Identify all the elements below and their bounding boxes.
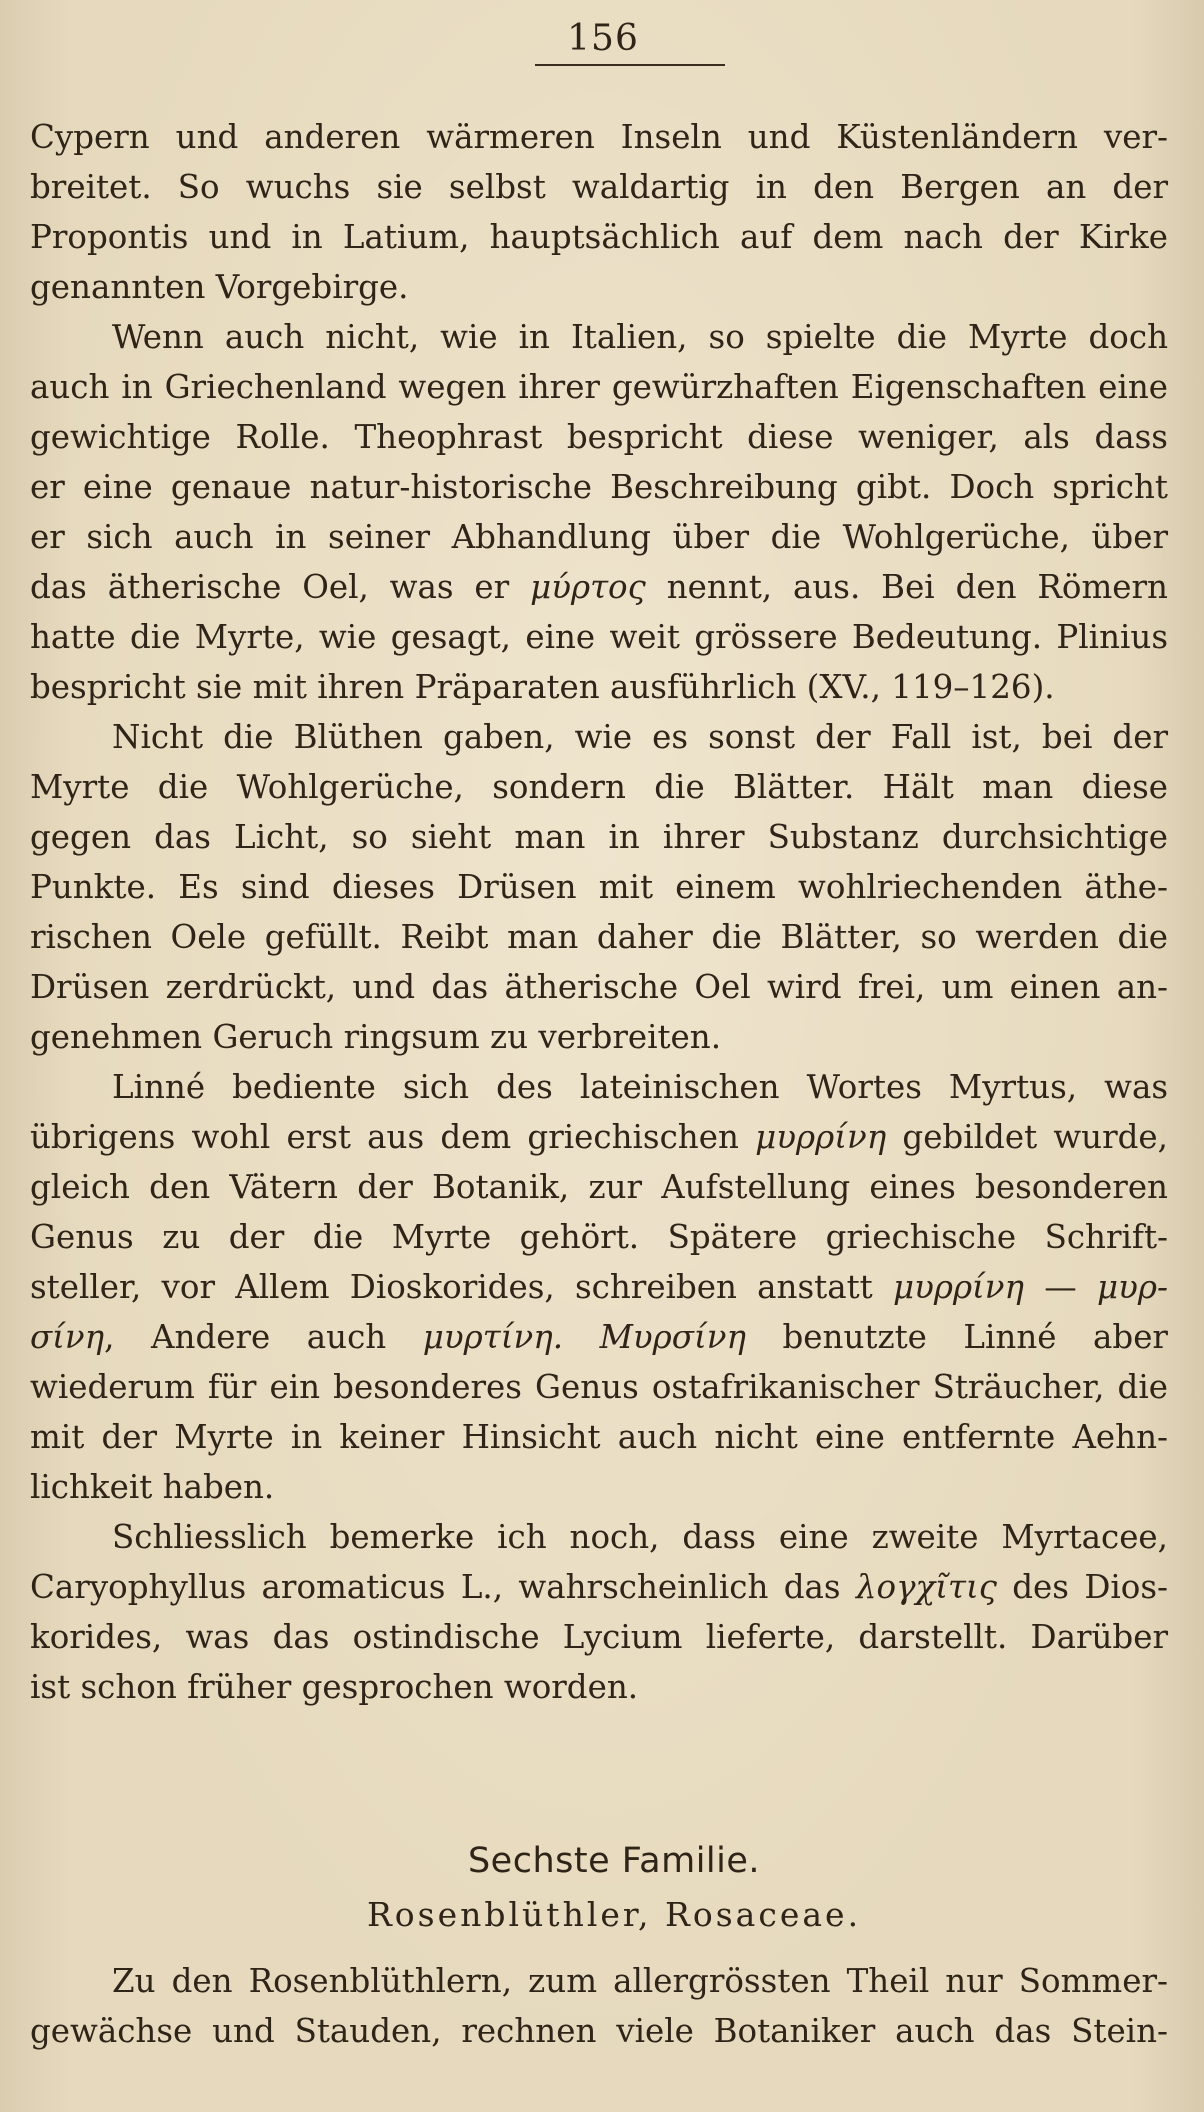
text-run: — <box>1024 1268 1098 1306</box>
text-line: wiederum für ein besonderes Genus ostafrikanischer Sträucher, die <box>30 1368 1168 1406</box>
text-run: übrigens wohl erst aus dem griechischen <box>30 1118 756 1156</box>
text-line: gewächse und Stauden, rechnen viele Botaniker auch das Stein- <box>30 2012 1168 2050</box>
text-line: Propontis und in Latium, hauptsächlich auf dem nach der Kirke <box>30 218 1168 256</box>
body-text <box>30 112 1168 1712</box>
book-page <box>30 0 1168 2112</box>
text-line: er eine genaue natur-historische Beschreibung gibt. Doch spricht <box>30 468 1168 506</box>
text-run: steller, vor Allem Dioskorides, schreiben anstatt <box>30 1268 893 1306</box>
text-line: Nicht die Blüthen gaben, wie es sonst der Fall ist, bei der <box>112 718 1168 756</box>
paragraph-5 <box>30 1512 1168 1712</box>
greek-word: Μυρσίνη <box>599 1318 746 1356</box>
greek-word: μυρτίνη. <box>422 1318 564 1356</box>
text-line: rischen Oele gefüllt. Reibt man daher die Blätter, so werden die <box>30 918 1168 956</box>
text-line: er sich auch in seiner Abhandlung über die Wohlgerüche, über <box>30 518 1168 556</box>
text-line: genannten Vorgebirge. <box>30 268 409 306</box>
section-heading: Sechste Familie. <box>467 1841 761 1881</box>
paragraph-2 <box>30 312 1168 712</box>
text-run: , Andere auch <box>104 1318 423 1356</box>
text-line: Punkte. Es sind dieses Drüsen mit einem wohlriechenden äthe- <box>30 868 1168 906</box>
text-line: Drüsen zerdrückt, und das ätherische Oel wird frei, um einen an- <box>30 968 1168 1006</box>
text-line: genehmen Geruch ringsum zu verbreiten. <box>30 1018 722 1056</box>
text-line: bespricht sie mit ihren Präparaten ausführlich (XV., 119–126). <box>30 668 1055 706</box>
text-line: Linné bediente sich des lateinischen Wortes Myrtus, was <box>112 1068 1168 1106</box>
text-line: ist schon früher gesprochen worden. <box>30 1668 639 1706</box>
text-run <box>563 1318 600 1356</box>
text-line: mit der Myrte in keiner Hinsicht auch nicht eine entfernte Aehn- <box>30 1418 1168 1456</box>
text-run: das ätherische Oel, was er <box>30 568 531 606</box>
paragraph-1 <box>30 112 1168 312</box>
greek-word: σίνη <box>30 1318 105 1356</box>
text-run: benutzte Linné aber <box>745 1318 1168 1356</box>
page-number: 156 <box>567 18 639 59</box>
text-line: gleich den Vätern der Botanik, zur Aufstellung eines besonderen <box>30 1168 1168 1206</box>
text-line: Myrte die Wohlgerüche, sondern die Blätter. Hält man diese <box>30 768 1168 806</box>
text-run: des Dios- <box>996 1568 1168 1606</box>
text-line: korides, was das ostindische Lycium lieferte, darstellt. Darüber <box>30 1618 1168 1656</box>
text-line: lichkeit haben. <box>30 1468 275 1506</box>
text-line: Zu den Rosenblüthlern, zum allergrössten Theil nur Sommer- <box>112 1962 1168 2000</box>
section-body <box>30 1956 1168 2056</box>
text-run: nennt, aus. Bei den Römern <box>645 568 1168 606</box>
greek-word: μύρτος <box>530 568 646 606</box>
text-run: gebildet wurde, <box>886 1118 1168 1156</box>
greek-word: μυρ- <box>1097 1268 1168 1306</box>
text-line <box>30 562 1168 612</box>
header-rule <box>535 64 725 66</box>
text-line <box>30 1562 1168 1612</box>
paragraph-4 <box>30 1062 1168 1512</box>
greek-word: λογχῖτις <box>855 1568 997 1606</box>
text-line: gegen das Licht, so sieht man in ihrer Substanz durchsichtige <box>30 818 1168 856</box>
text-line <box>30 1112 1168 1162</box>
text-line: auch in Griechenland wegen ihrer gewürzhaften Eigenschaften eine <box>30 368 1168 406</box>
section-subheading: Rosenblüthler, Rosaceae. <box>366 1895 862 1934</box>
greek-word: μυρρίνη <box>755 1118 887 1156</box>
text-line: Schliesslich bemerke ich noch, dass eine zweite Myrtacee, <box>112 1518 1168 1556</box>
text-run: Caryophyllus aromaticus L., wahrscheinlich das <box>30 1568 856 1606</box>
text-line: Wenn auch nicht, wie in Italien, so spielte die Myrte doch <box>112 318 1168 356</box>
text-line: Cypern und anderen wärmeren Inseln und Küstenländern ver- <box>30 118 1168 156</box>
text-line: gewichtige Rolle. Theophrast bespricht diese weniger, als dass <box>30 418 1168 456</box>
text-line: breitet. So wuchs sie selbst waldartig in den Bergen an der <box>30 168 1168 206</box>
text-line: hatte die Myrte, wie gesagt, eine weit grössere Bedeutung. Plinius <box>30 618 1168 656</box>
greek-word: μυρρίνη <box>892 1268 1025 1306</box>
text-line: Genus zu der die Myrte gehört. Spätere griechische Schrift- <box>30 1218 1168 1256</box>
text-line <box>30 1312 1168 1362</box>
text-line <box>30 1262 1168 1312</box>
paragraph-3 <box>30 712 1168 1062</box>
